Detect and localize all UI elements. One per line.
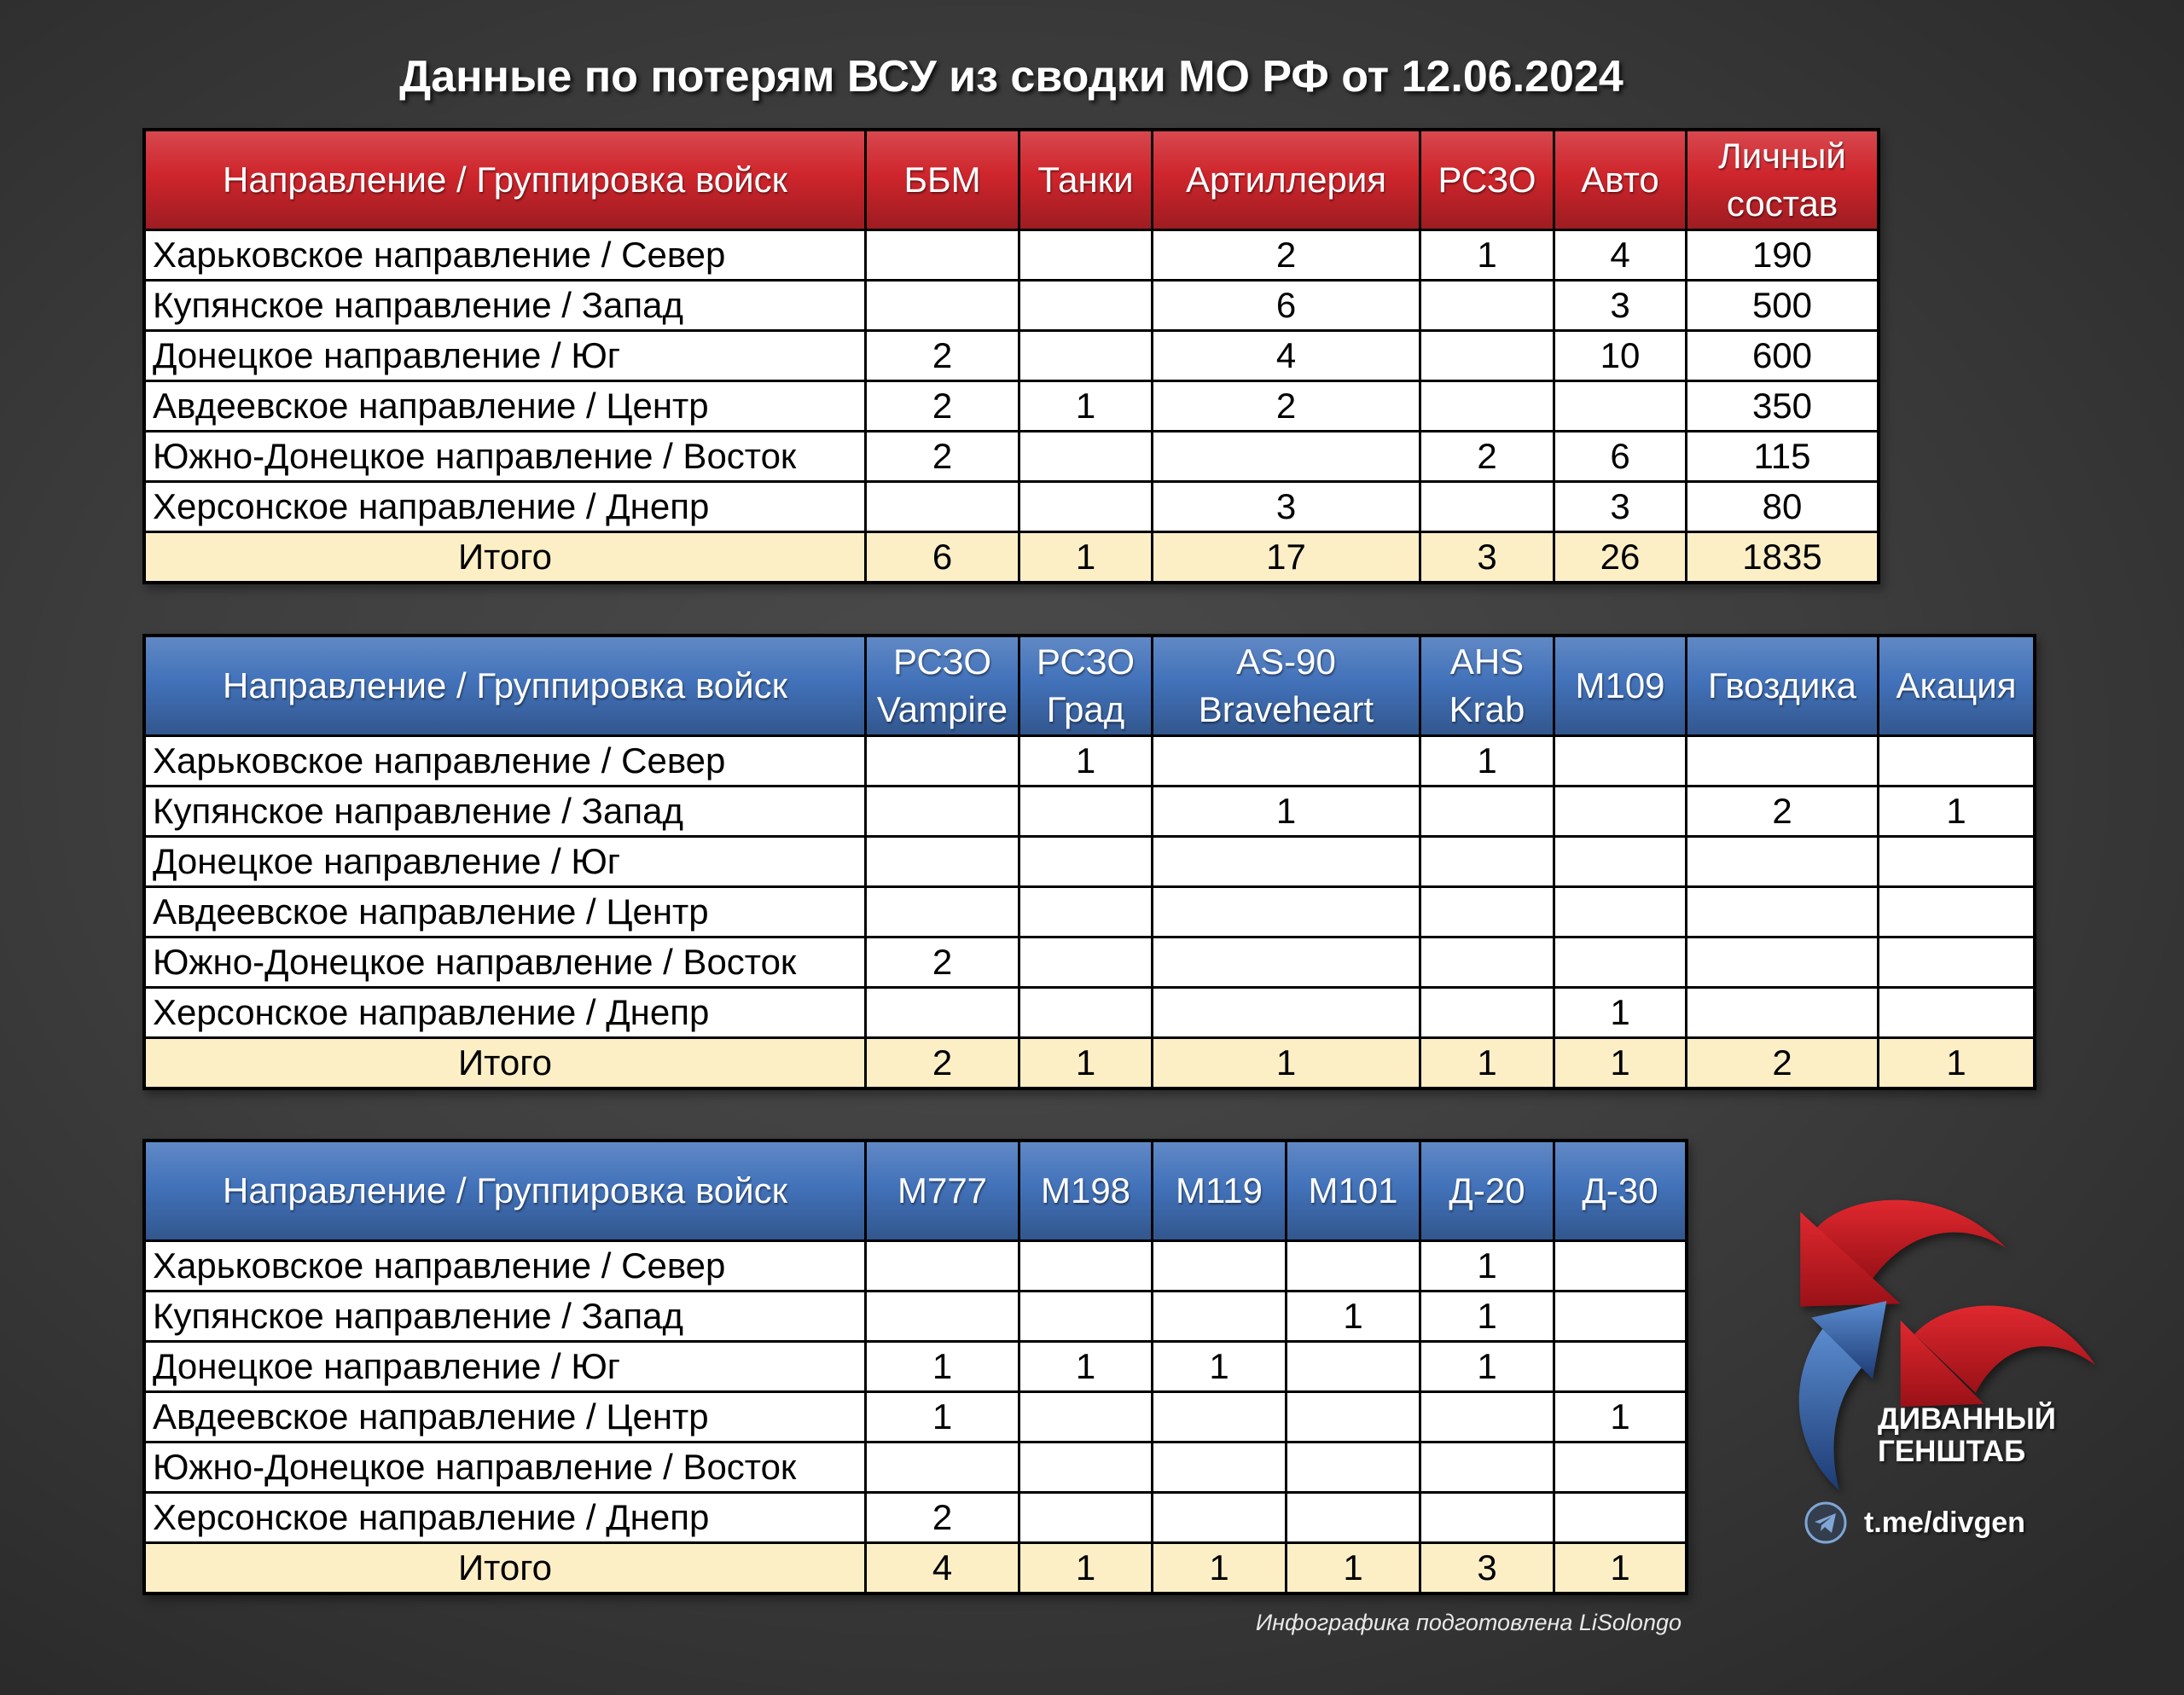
value-cell xyxy=(1421,382,1553,430)
header-label: Авто xyxy=(1581,160,1659,200)
value-cell xyxy=(1555,787,1685,835)
value-cell xyxy=(1153,1292,1285,1340)
direction-cell: Авдеевское направление / Центр xyxy=(146,888,864,936)
total-value-cell: 1 xyxy=(1153,1544,1285,1592)
value-cell xyxy=(1879,888,2033,936)
header-label: ББМ xyxy=(903,160,981,200)
value-cell xyxy=(1421,989,1553,1036)
header-label: M777 xyxy=(897,1170,988,1210)
value-cell xyxy=(1020,888,1151,936)
total-value-cell: 17 xyxy=(1153,533,1419,581)
column-header xyxy=(1687,637,1877,734)
direction-cell: Харьковское направление / Север xyxy=(146,737,864,785)
value-cell xyxy=(1020,1443,1151,1491)
value-cell xyxy=(867,787,1018,835)
column-header xyxy=(1153,131,1419,229)
value-cell xyxy=(1879,838,2033,885)
header-label: РСЗО xyxy=(1037,641,1135,682)
blue-arrow xyxy=(1799,1301,1887,1490)
column-header xyxy=(1879,637,2033,734)
value-cell xyxy=(1687,989,1877,1036)
value-cell: 3 xyxy=(1555,282,1685,329)
direction-cell: Херсонское направление / Днепр xyxy=(146,1494,864,1541)
column-header xyxy=(867,1142,1018,1239)
column-header xyxy=(1287,1142,1419,1239)
value-cell xyxy=(1153,1393,1285,1441)
value-cell xyxy=(867,888,1018,936)
value-cell xyxy=(1879,989,2033,1036)
value-cell xyxy=(1020,282,1151,329)
value-cell xyxy=(1555,1292,1685,1340)
value-cell xyxy=(1020,989,1151,1036)
value-cell: 1 xyxy=(1421,1292,1553,1340)
value-cell xyxy=(1421,838,1553,885)
value-cell: 1 xyxy=(1555,1393,1685,1441)
total-value-cell: 1835 xyxy=(1687,533,1877,581)
footer-credit: Инфографика подготовлена LiSolongo xyxy=(1255,1610,1682,1635)
value-cell xyxy=(1879,938,2033,986)
value-cell xyxy=(1421,483,1553,531)
value-cell: 1 xyxy=(1421,231,1553,279)
header-label: Krab xyxy=(1449,689,1525,729)
value-cell xyxy=(1020,432,1151,480)
total-value-cell: 4 xyxy=(867,1544,1018,1592)
value-cell: 1 xyxy=(1555,989,1685,1036)
direction-cell: Южно-Донецкое направление / Восток xyxy=(146,1443,864,1491)
value-cell xyxy=(1020,1393,1151,1441)
total-label: Итого xyxy=(146,533,864,581)
value-cell: 2 xyxy=(1153,231,1419,279)
value-cell xyxy=(1555,938,1685,986)
value-cell: 1 xyxy=(1153,1343,1285,1390)
artillery-losses-table xyxy=(142,1139,1688,1595)
value-cell xyxy=(867,838,1018,885)
header-label: Танки xyxy=(1037,160,1134,200)
value-cell xyxy=(1153,432,1419,480)
value-cell: 1 xyxy=(1153,787,1419,835)
column-header xyxy=(1020,131,1151,229)
total-value-cell: 3 xyxy=(1421,1544,1553,1592)
direction-cell: Купянское направление / Запад xyxy=(146,1292,864,1340)
value-cell xyxy=(1421,1494,1553,1541)
value-cell xyxy=(1020,838,1151,885)
value-cell xyxy=(1020,483,1151,531)
weapon-systems-losses-table xyxy=(142,634,2036,1090)
value-cell xyxy=(1287,1242,1419,1290)
value-cell xyxy=(1287,1443,1419,1491)
value-cell: 4 xyxy=(1555,231,1685,279)
value-cell xyxy=(867,282,1018,329)
header-label: M109 xyxy=(1575,665,1665,705)
red-arrow-right xyxy=(1901,1306,2095,1408)
total-value-cell: 1 xyxy=(1555,1039,1685,1087)
value-cell: 1 xyxy=(1020,382,1151,430)
total-label: Итого xyxy=(146,1039,864,1087)
value-cell xyxy=(1687,737,1877,785)
value-cell: 3 xyxy=(1153,483,1419,531)
value-cell xyxy=(1555,737,1685,785)
header-label: Направление / Группировка войск xyxy=(223,160,787,200)
value-cell xyxy=(1020,1292,1151,1340)
column-header xyxy=(1421,1142,1553,1239)
column-header xyxy=(1421,637,1553,734)
value-cell xyxy=(1555,1343,1685,1390)
value-cell xyxy=(1421,282,1553,329)
direction-cell: Авдеевское направление / Центр xyxy=(146,1393,864,1441)
value-cell: 1 xyxy=(867,1343,1018,1390)
value-cell: 2 xyxy=(867,432,1018,480)
total-value-cell: 6 xyxy=(867,533,1018,581)
value-cell xyxy=(1687,888,1877,936)
value-cell: 10 xyxy=(1555,332,1685,380)
value-cell: 500 xyxy=(1687,282,1877,329)
header-label: Д-20 xyxy=(1449,1170,1525,1210)
value-cell xyxy=(1555,1443,1685,1491)
value-cell xyxy=(867,989,1018,1036)
header-label: Braveheart xyxy=(1198,689,1374,729)
column-header xyxy=(867,637,1018,734)
value-cell xyxy=(1153,989,1419,1036)
value-cell xyxy=(1153,838,1419,885)
value-cell: 1 xyxy=(867,1393,1018,1441)
value-cell xyxy=(1555,1242,1685,1290)
value-cell xyxy=(1153,737,1419,785)
value-cell: 4 xyxy=(1153,332,1419,380)
value-cell xyxy=(1020,1494,1151,1541)
header-label: Vampire xyxy=(876,689,1008,729)
telegram-link-text: t.me/divgen xyxy=(1864,1506,2025,1539)
telegram-icon xyxy=(1804,1501,1848,1545)
total-value-cell: 1 xyxy=(1555,1544,1685,1592)
value-cell xyxy=(867,1443,1018,1491)
value-cell: 190 xyxy=(1687,231,1877,279)
value-cell: 2 xyxy=(1153,382,1419,430)
header-label: Направление / Группировка войск xyxy=(223,1170,787,1210)
header-label: Направление / Группировка войск xyxy=(223,665,787,705)
value-cell xyxy=(1153,1443,1285,1491)
direction-column-header xyxy=(146,131,864,229)
direction-cell: Донецкое направление / Юг xyxy=(146,838,864,885)
value-cell: 1 xyxy=(1421,1343,1553,1390)
column-header xyxy=(1020,1142,1151,1239)
value-cell: 1 xyxy=(1287,1292,1419,1340)
column-header xyxy=(867,131,1018,229)
column-header xyxy=(1555,131,1685,229)
total-value-cell: 3 xyxy=(1421,533,1553,581)
value-cell xyxy=(1555,838,1685,885)
total-value-cell: 1 xyxy=(1287,1544,1419,1592)
header-label: Артиллерия xyxy=(1185,160,1387,200)
header-label: состав xyxy=(1726,183,1838,223)
total-value-cell: 26 xyxy=(1555,533,1685,581)
value-cell xyxy=(1153,888,1419,936)
value-cell xyxy=(1421,1443,1553,1491)
column-header xyxy=(1555,1142,1685,1239)
value-cell xyxy=(1421,1393,1553,1441)
total-value-cell: 1 xyxy=(1153,1039,1419,1087)
column-header xyxy=(1687,131,1877,229)
value-cell xyxy=(1020,231,1151,279)
total-value-cell: 1 xyxy=(1421,1039,1553,1087)
page-title: Данные по потерям ВСУ из сводки МО РФ от 12.06.2024 xyxy=(399,52,1623,102)
value-cell: 6 xyxy=(1153,282,1419,329)
value-cell: 80 xyxy=(1687,483,1877,531)
column-header xyxy=(1020,637,1151,734)
logo-title-line1: ДИВАННЫЙ xyxy=(1878,1402,2056,1436)
red-arrow-top xyxy=(1800,1200,2007,1307)
direction-cell: Донецкое направление / Юг xyxy=(146,332,864,380)
direction-cell: Авдеевское направление / Центр xyxy=(146,382,864,430)
direction-cell: Купянское направление / Запад xyxy=(146,787,864,835)
value-cell: 2 xyxy=(1421,432,1553,480)
value-cell: 600 xyxy=(1687,332,1877,380)
value-cell xyxy=(1421,888,1553,936)
value-cell xyxy=(1421,938,1553,986)
header-label: M198 xyxy=(1040,1170,1131,1210)
value-cell: 2 xyxy=(867,1494,1018,1541)
value-cell: 1 xyxy=(1879,787,2033,835)
direction-column-header xyxy=(146,637,864,734)
value-cell: 2 xyxy=(1687,787,1877,835)
value-cell xyxy=(1687,838,1877,885)
value-cell: 1 xyxy=(1020,737,1151,785)
value-cell xyxy=(1020,332,1151,380)
value-cell xyxy=(1020,787,1151,835)
total-value-cell: 2 xyxy=(1687,1039,1877,1087)
value-cell xyxy=(867,737,1018,785)
value-cell xyxy=(1287,1494,1419,1541)
total-value-cell: 1 xyxy=(1020,1544,1151,1592)
column-header xyxy=(1153,637,1419,734)
value-cell: 1 xyxy=(1421,1242,1553,1290)
header-label: Град xyxy=(1046,689,1125,729)
direction-column-header xyxy=(146,1142,864,1239)
value-cell xyxy=(1287,1343,1419,1390)
direction-cell: Херсонское направление / Днепр xyxy=(146,483,864,531)
header-label: AHS xyxy=(1449,641,1525,682)
total-value-cell: 1 xyxy=(1020,533,1151,581)
header-label: M119 xyxy=(1176,1170,1263,1210)
value-cell xyxy=(867,231,1018,279)
direction-cell: Донецкое направление / Юг xyxy=(146,1343,864,1390)
column-header xyxy=(1421,131,1553,229)
value-cell xyxy=(1020,938,1151,986)
value-cell: 2 xyxy=(867,382,1018,430)
value-cell xyxy=(1687,938,1877,986)
value-cell: 350 xyxy=(1687,382,1877,430)
value-cell xyxy=(1421,787,1553,835)
header-label: M101 xyxy=(1308,1170,1398,1210)
value-cell: 2 xyxy=(867,332,1018,380)
header-label: Акация xyxy=(1896,665,2017,705)
direction-cell: Харьковское направление / Север xyxy=(146,231,864,279)
header-label: Личный xyxy=(1718,136,1846,176)
value-cell xyxy=(1555,888,1685,936)
value-cell xyxy=(867,483,1018,531)
value-cell: 6 xyxy=(1555,432,1685,480)
total-value-cell: 2 xyxy=(867,1039,1018,1087)
value-cell: 2 xyxy=(867,938,1018,986)
header-label: РСЗО xyxy=(1438,160,1536,200)
vehicle-losses-table xyxy=(142,128,1880,584)
value-cell xyxy=(1153,1242,1285,1290)
value-cell xyxy=(1555,1494,1685,1541)
value-cell xyxy=(1555,382,1685,430)
value-cell xyxy=(1287,1393,1419,1441)
direction-cell: Южно-Донецкое направление / Восток xyxy=(146,432,864,480)
value-cell xyxy=(867,1242,1018,1290)
total-value-cell: 1 xyxy=(1020,1039,1151,1087)
direction-cell: Южно-Донецкое направление / Восток xyxy=(146,938,864,986)
value-cell: 1 xyxy=(1020,1343,1151,1390)
header-label: AS-90 xyxy=(1236,641,1336,682)
value-cell: 115 xyxy=(1687,432,1877,480)
column-header xyxy=(1555,637,1685,734)
value-cell xyxy=(1879,737,2033,785)
value-cell xyxy=(1020,1242,1151,1290)
header-label: Д-30 xyxy=(1582,1170,1658,1210)
logo-title-line2: ГЕНШТАБ xyxy=(1878,1435,2026,1468)
header-label: РСЗО xyxy=(893,641,991,682)
value-cell xyxy=(867,1292,1018,1340)
value-cell xyxy=(1421,332,1553,380)
column-header xyxy=(1153,1142,1285,1239)
value-cell xyxy=(1153,1494,1285,1541)
direction-cell: Херсонское направление / Днепр xyxy=(146,989,864,1036)
direction-cell: Харьковское направление / Север xyxy=(146,1242,864,1290)
total-value-cell: 1 xyxy=(1879,1039,2033,1087)
value-cell xyxy=(1153,938,1419,986)
total-label: Итого xyxy=(146,1544,864,1592)
direction-cell: Купянское направление / Запад xyxy=(146,282,864,329)
value-cell: 1 xyxy=(1421,737,1553,785)
header-label: Гвоздика xyxy=(1707,665,1857,705)
value-cell: 3 xyxy=(1555,483,1685,531)
